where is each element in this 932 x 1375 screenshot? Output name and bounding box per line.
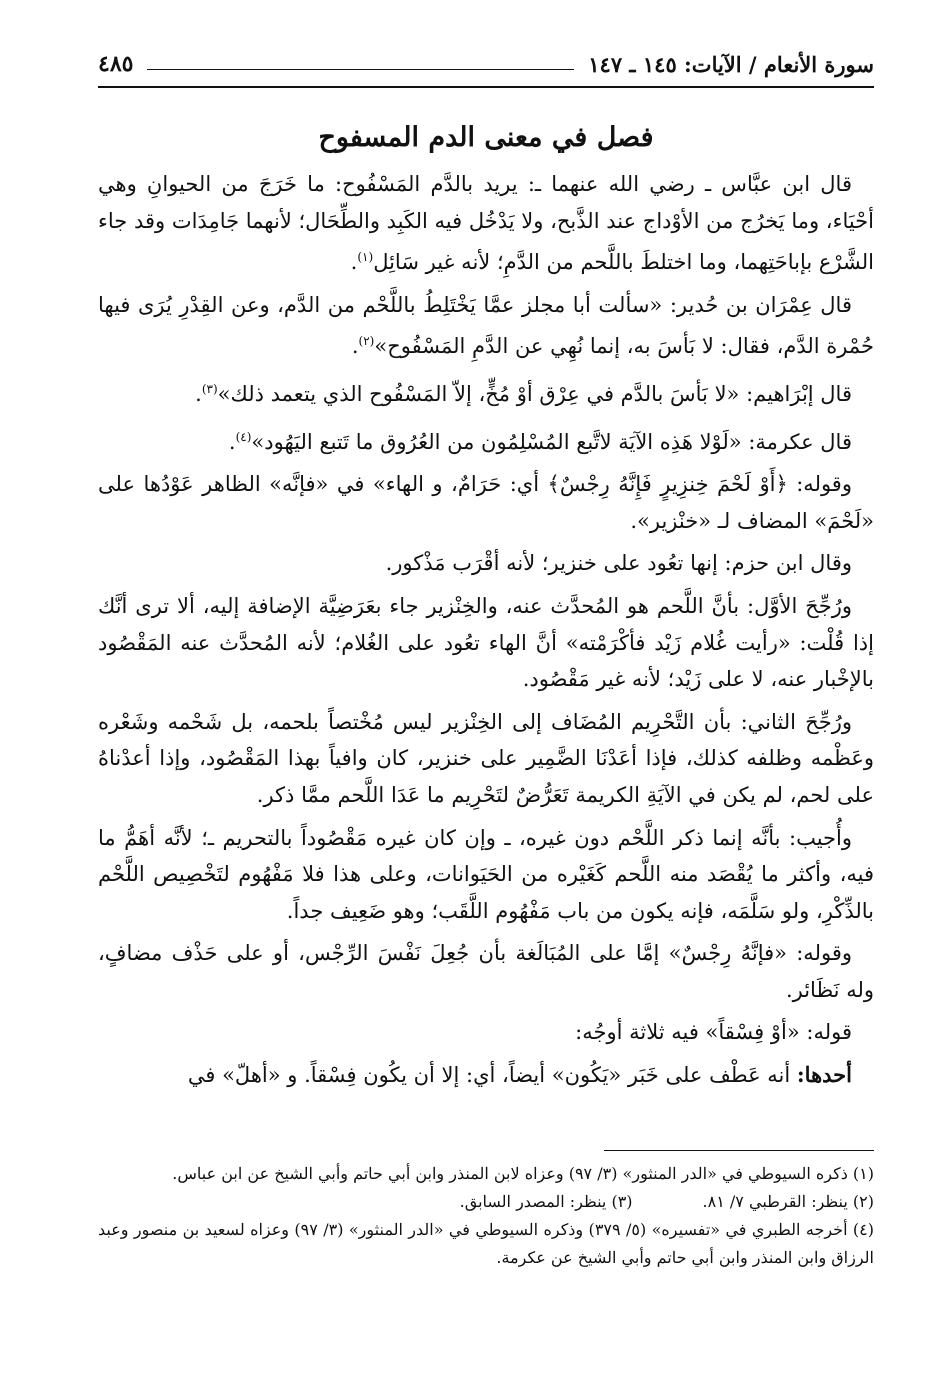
footnote: (٤) أخرجه الطبري في «تفسيره» (٥/ ٣٧٩) وذكره السيوطي في «الدر المنثور» (٣/ ٩٧) وعزاه لسعيد بن منصور وعبد الرزاق وابن المنذر وابن أبي حاتم وأبي الشيخ عن عكرمة.	[98, 1220, 874, 1267]
footnote: (٢) ينظر: القرطبي ٧/ ٨١.	[702, 1192, 874, 1211]
page-header	[98, 44, 874, 84]
footnotes	[98, 1160, 874, 1272]
paragraph: قال إبْرَاهيم: «لا بَأسَ بالدَّم في عِرْق أوْ مُخٍّ، إلاّ المَسْفُوح الذي يتعمد ذلك»$^{(٣)}$.	[195, 381, 852, 406]
paragraph-lead: أحدها:	[796, 1062, 852, 1088]
paragraph: قوله: «أوْ فِسْقاً» فيه ثلاثة أوجُه:	[575, 1020, 852, 1045]
header-rule	[98, 86, 874, 88]
paragraph: وقال ابن حزم: إنها تعُود على خنزير؛ لأنه أقْرَب مَذْكور.	[385, 551, 852, 576]
footnote-ref: (٣)	[201, 381, 218, 396]
footnote-ref: (١)	[357, 250, 374, 265]
paragraph: وقوله: ﴿أَوْ لَحْمَ خِنزِيرٍ فَإِنَّهُ رِجْسٌ﴾ أي: حَرَامٌ، و الهاء» في «فإنَّه» الظاهر عَوْدُها على «لَحْمَ» المضاف لـ «خنْزير».	[98, 472, 874, 533]
paragraph: أحدها: أنه عَطْف على خَبَر «يَكُون» أيضاً، أي: إلا أن يكُون فِسْقاً. و «أهلّ» في	[187, 1062, 852, 1088]
running-title: سورة الأنعام / الآيات: ١٤٥ ـ ١٤٧	[588, 51, 874, 77]
paragraph: وقوله: «فإنَّهُ رِجْسٌ» إمَّا على المُبَالَغة بأن جُعِلَ نَفْسَ الرِّجْس، أو على حَذْف مضافٍ، وله نَظَائر.	[98, 941, 874, 1002]
header-leader-line	[147, 69, 574, 70]
paragraph: ورُجِّحَ الأوَّل: بأنَّ اللَّحم هو المُحدَّث عنه، والخِنْزير جاء بعَرَضِيَّة الإضافة إليه، ألا ترى أنَّك إذا قُلْت: «رأيت غُلام زَيْد فأكْرَمْته» أنَّ الهاء تعُود على الغُلام؛ لأنه المُحدَّث عنه المَقْصُود بالإخْبار عنه، لا على زَيْد؛ لأنه غير مَقْصُود.	[98, 593, 874, 692]
paragraph: وأُجيب: بأنَّه إنما ذكر اللَّحْم دون غيره، ـ وإن كان غيره مَقْصُوداً بالتحريم ـ؛ لأنَّه أهَمُّ ما فيه، وأكثر ما يُقْصَد منه اللَّحم كَغَيْره من الحَيَوانات، وعلى هذا فلا مَفْهُوم لتَخْصِيص اللَّحْم بالذِّكْرِ، ولو سَلَّمَه، فإنه يكون من باب مَفْهُوم اللَّقَب؛ وهو ضَعِيف جداً.	[98, 825, 874, 923]
paragraph: قال ابن عبَّاس ـ رضي الله عنهما ـ: يريد بالدَّم المَسْفُوح: ما خَرَجَ من الحيوانِ وهي أحْيَاء، وما يَخرُج من الأوْداج عند الذَّبح، ولا يَدْخُل فيه الكَبِد والطِّحَال؛ لأنهما جَامِدَات وقد جاء الشَّرْع بإباحَتِهما، وما اختلطَ باللَّحم من الدَّمِ؛ لأنه غير سَائِل$^{(١)}$.	[98, 172, 874, 275]
footnote: (٣) ينظر: المصدر السابق.	[459, 1192, 633, 1211]
footnote-row	[98, 1188, 874, 1216]
paragraph: قال عكرمة: «لَوْلا هَذِه الآيَة لاتَّبع المُسْلِمُون من العُرُوق ما تَتبع اليَهُود»$^{(٤)}$.	[228, 429, 852, 454]
section-title: فصل في معنى الدم المسفوح	[318, 122, 654, 153]
main-text	[98, 166, 874, 1100]
footnote-separator	[604, 1150, 874, 1151]
footnote-ref: (٢)	[358, 334, 375, 349]
footnote: (١) ذكره السيوطي في «الدر المنثور» (٣/ ٩٧) وعزاه لابن المنذر وابن أبي حاتم وأبي الشيخ عن ابن عباس.	[172, 1164, 874, 1183]
page-number: ٤٨٥	[98, 51, 134, 77]
paragraph: ورُجِّحَ الثاني: بأن التَّحْرِيم المُضَاف إلى الخِنْزير ليس مُخْتصاً بلحمه، بل شَحْمه وشَعْره وعَظْمه وظلفه كذلك، فإذا أعَدْنَا الضَّمِير على خنزير، كان وافياً بهذا المَقْصُود، وإذا أعدْناهُ على لحم، لم يكن في الآيَةِ الكريمة تَعَرُّضٌ لتَحْرِيم ما عَدَا اللَّحم ممَّا ذكر.	[98, 709, 874, 807]
paragraph: قال عِمْرَان بن حُدير: «سألت أبا مجلز عمَّا يَخْتَلِطُ باللَّحْم من الدَّم، وعن القِدْرِ يُرَى فيها حُمْرة الدَّم، فقال: لا بَأسَ به، إنما نُهِي عن الدَّمِ المَسْفُوح»$^{(٢)}$.	[98, 292, 874, 359]
footnote-ref: (٤)	[235, 429, 252, 444]
